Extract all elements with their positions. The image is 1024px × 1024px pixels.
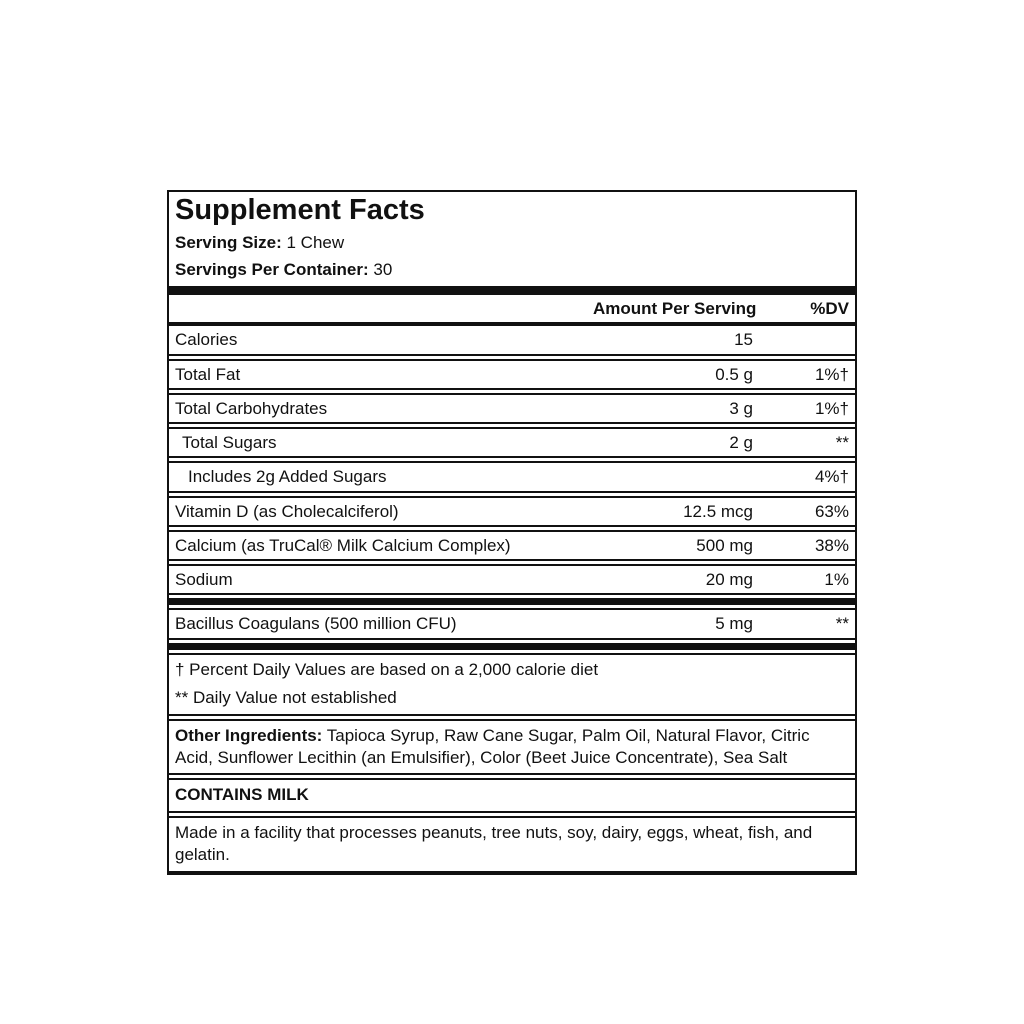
nutrient-name: Includes 2g Added Sugars (188, 467, 387, 487)
nutrient-row (169, 427, 855, 458)
nutrient-rows (169, 324, 855, 639)
nutrient-amount: 15 (734, 330, 753, 350)
nutrient-name: Calcium (as TruCal® Milk Calcium Complex) (175, 535, 511, 555)
serving-size-line (175, 233, 849, 253)
nutrient-row (169, 530, 855, 561)
servings-per-container-line (175, 260, 849, 280)
nutrient-amount: 20 mg (705, 570, 753, 590)
nutrient-amount: 500 mg (696, 535, 753, 555)
other-ingredients-text: Tapioca Syrup, Raw Cane Sugar, Palm Oil, Natural Flavor, Citric Acid, Sunflower Lecithin (an Emulsifier), Color (Beet Juice Concentrate), Sea Salt (175, 725, 810, 767)
label-header (169, 192, 855, 286)
nutrient-name: Sodium (175, 570, 233, 590)
nutrient-row (169, 564, 855, 595)
dv-header: %DV (810, 299, 849, 319)
nutrient-amount: 12.5 mcg (683, 501, 753, 521)
nutrient-dv: 1% (824, 570, 849, 590)
nutrient-row (169, 393, 855, 424)
nutrient-row (169, 324, 855, 355)
section-divider-bar (169, 598, 855, 605)
nutrient-amount: 0.5 g (715, 364, 753, 384)
nutrient-row (169, 461, 855, 492)
nutrient-dv: 63% (814, 501, 849, 521)
nutrient-amount: 2 g (729, 433, 753, 453)
nutrient-dv: 1%† (814, 398, 849, 418)
nutrient-amount: 3 g (729, 398, 753, 418)
nutrient-row (169, 359, 855, 390)
label-title: Supplement Facts (175, 194, 425, 226)
footnote-not-established: ** Daily Value not established (175, 688, 397, 708)
footnote-daily-values: † Percent Daily Values are based on a 2,000 calorie diet (175, 659, 599, 679)
nutrient-name: Total Carbohydrates (175, 398, 328, 418)
servings-per-container-label: Servings Per Container: (175, 259, 369, 279)
amount-per-serving-header: Amount Per Serving (593, 299, 757, 319)
nutrient-dv: ** (835, 433, 849, 453)
footnotes-box (169, 653, 855, 716)
nutrient-table (169, 293, 855, 640)
contains-milk-statement: CONTAINS MILK (169, 778, 855, 812)
nutrient-name: Bacillus Coagulans (500 million CFU) (175, 614, 457, 634)
facility-statement: Made in a facility that processes peanuts, tree nuts, soy, dairy, eggs, wheat, fish, and gelatin. (169, 816, 855, 873)
nutrient-dv: 38% (814, 535, 849, 555)
nutrient-name: Total Sugars (182, 433, 277, 453)
nutrient-name: Total Fat (175, 364, 241, 384)
nutrient-dv: 4%† (814, 467, 849, 487)
serving-size-value: 1 Chew (281, 233, 345, 253)
nutrient-dv: ** (835, 614, 849, 634)
serving-size-label: Serving Size: (175, 233, 282, 253)
nutrient-amount: 5 mg (715, 614, 753, 634)
other-ingredients-box (169, 719, 855, 776)
nutrient-name: Calories (175, 330, 238, 350)
nutrient-dv: 1%† (814, 364, 849, 384)
servings-per-container-value: 30 (368, 259, 393, 279)
section-divider-bar-top (169, 286, 855, 293)
nutrient-row (169, 496, 855, 527)
nutrient-name: Vitamin D (as Cholecalciferol) (175, 501, 399, 521)
supplement-facts-label (167, 190, 857, 875)
column-header-row (169, 293, 855, 324)
nutrient-row (169, 608, 855, 639)
section-divider-bar-bottom (169, 643, 855, 650)
other-ingredients-label: Other Ingredients: (175, 725, 323, 745)
